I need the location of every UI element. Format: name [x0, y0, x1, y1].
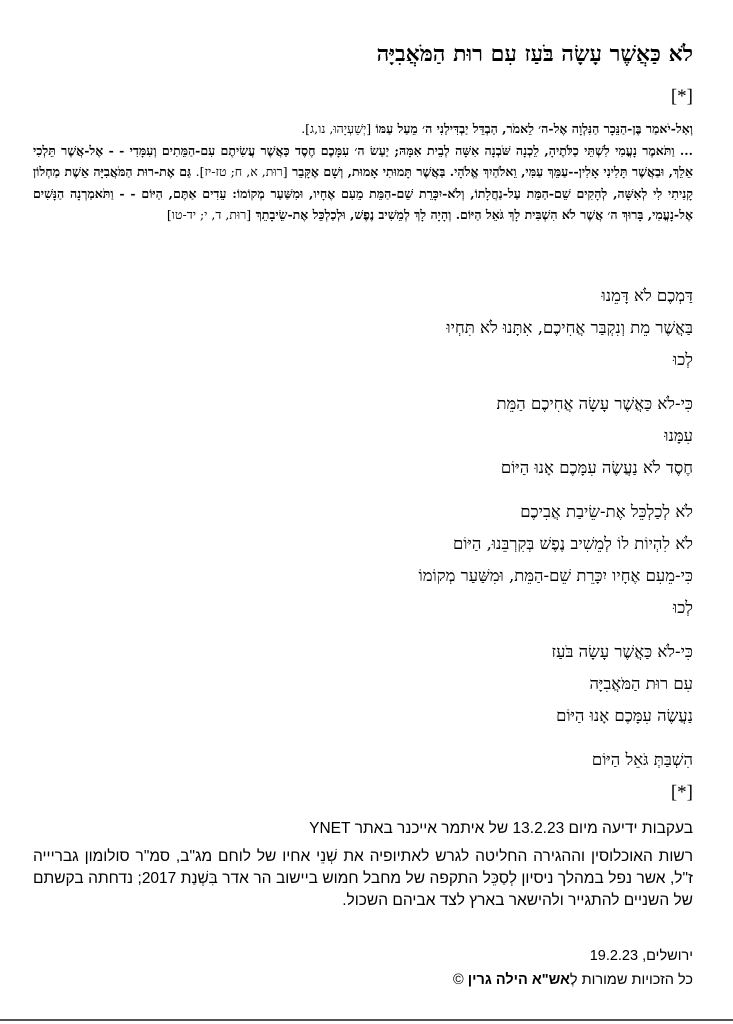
poem-line: הִשְׁבַּתְּ גֹּאֵל הַיּוֹם — [591, 750, 693, 769]
poem-stanza — [33, 388, 693, 484]
poem-stanza — [33, 496, 693, 624]
page-footer — [33, 944, 693, 992]
poem-line: דַּמְכֶם לֹא דָּמֵנוּ — [601, 286, 693, 305]
poem-stanza — [33, 280, 693, 376]
poem-line: כִּי-לֹא כַּאֲשֶׁר עָשָׂה אֲחִיכֶם הַמֵּת — [496, 394, 693, 413]
epigraph — [33, 118, 693, 226]
poem-line: עִמָּנוּ — [664, 426, 693, 445]
bottom-divider — [0, 1019, 733, 1021]
poem-line: לְכוּ — [672, 350, 693, 369]
poem-line: נַעֲשֶׂה עִמָּכֶם אָנוּ הַיּוֹם — [556, 706, 693, 725]
footnote-text — [33, 818, 693, 912]
epigraph-ruth4-source: [רוּת, ד, י; יד-טו] — [166, 207, 252, 222]
poem-title: לֹא כַּאֲשֶׁר עָשָׂה בֹּעַז עִם רוּת הַמֹּאֲבִיָּה — [376, 41, 693, 67]
poem-line: כִּי-לֹא כַּאֲשֶׁר עָשָׂה בֹּעַז — [551, 642, 693, 661]
epigraph-isaiah-source: [יְשַׁעְיָהוּ, נו,ג]. — [301, 121, 372, 136]
epigraph-isaiah-text: וְאַל-יֹאמַר בֶּן-הַנֵּכָר הַנִּלְוָה אֶל-ה׳ לֵאמֹר, הַבְדֵּל יַבְדִּילַנִי ה׳ מֵעַל עַמּוֹ — [375, 121, 693, 136]
author-name: אש"א הילה גרין — [467, 972, 570, 988]
copyright-line — [33, 968, 693, 992]
poem-line: לֹא לִהְיוֹת לוֹ לְמֵשִׁיב נֶפֶשׁ בְּקִרְבֵּנוּ, הַיּוֹם — [452, 534, 693, 553]
epigraph-ruth — [33, 140, 693, 226]
rights-prefix: כל הזכויות שמורות לְ — [569, 972, 693, 988]
poem-stanza — [33, 636, 693, 732]
epigraph-ruth4-text: גַּם אֶת-רוּת הַמֹּאֲבִיָּה אֵשֶׁת מַחְלוֹן קָנִיתִי לִי לְאִשָּׁה, לְהָקִים שֵׁם-הַמֵּת עַל-נַחֲלָתוֹ, וְלֹא-יִכָּרֵת שֵׁם-הַמֵּת מֵעִם אֶחָיו, וּמִשַּׁעַר מְקוֹמוֹ: עֵדִים אַתֶּם, הַיּוֹם - - וַתֹּאמַרְנָה הַנָּשִׁים אֶל-נָעֳמִי, בָּרוּךְ ה׳ אֲשֶׁר לֹא הִשְׁבִּית לָךְ גֹּאֵל הַיּוֹם. וְהָיָה לָךְ לְמֵשִׁיב נֶפֶשׁ, וּלְכַלְכֵּל אֶת-שֵׂיבָתֵךְ — [33, 164, 693, 222]
epigraph-ruth1-source: [רוּת, א, ח; טז-יז]. — [195, 164, 288, 179]
poem-line: בַּאֲשֶׁר מֵת וְנִקְבַּר אֲחִיכֶם, אִתָּנוּ לֹא תִּחְיוּ — [446, 318, 693, 337]
poem-line: עִם רוּת הַמֹּאֲבִיָּה — [589, 674, 693, 693]
epigraph-ruth1-text: ... וַתֹּאמֶר נָעֳמִי לִשְׁתֵּי כַלֹּתֶיהָ, לֵכְנָה שֹּׁבְנָה אִשָּׁה לְבֵית אִמָּהּ; יַעַשׂ ה׳ עִמָּכֶם חֶסֶד כַּאֲשֶׁר עֲשִׂיתֶם עִם-הַמֵּתִים וְעִמָּדִי - - אֶל-אֲשֶׁר תֵּלְכִי אֵלֵךְ, וּבַאֲשֶׁר תָּלִינִי אָלִין--עַמֵּךְ עַמִּי, וֵאלֹהַיִךְ אֱלֹהָי. בַּאֲשֶׁר תָּמוּתִי אָמוּת, וְשָׁם אֶקָּבֵר — [33, 142, 693, 179]
epigraph-isaiah — [33, 118, 693, 140]
footnote-marker-top: [*] — [670, 86, 693, 107]
poem-line: לְכוּ — [672, 598, 693, 617]
copyright-symbol: © — [453, 972, 468, 988]
poem-line: כִּי-מֵעִם אֶחָיו יִכָּרֵת שֵׁם-הַמֵּת, וּמִשַּׁעַר מְקוֹמוֹ — [418, 566, 693, 585]
poem-line: לֹא לְכַלְכֵּל אֶת-שֵׂיבַת אֲבִיכֶם — [520, 502, 693, 521]
poem-body — [33, 280, 693, 788]
date-line: ירושלים, 19.2.23 — [589, 948, 693, 964]
footnote-source-line: בעקבות ידיעה מיום 13.2.23 של איתמר אייכנר באתר YNET — [309, 820, 693, 837]
poem-line: חֶסֶד לֹא נַעֲשֶׂה עִמָּכֶם אָנוּ הַיּוֹם — [500, 458, 693, 477]
poem-stanza — [33, 744, 693, 776]
footnote-marker-bottom: [*] — [670, 782, 693, 803]
footnote-paragraph: רשות האוכלוסין וההגירה החליטה לגרש לאתיופיה את שְׁנֵי אחיו של לוחם מג"ב, סמ"ר סולומון גבריייה ז"ל, אשר נפל במהלך ניסיון לְסַכֵּל התקפה של מחבל חמוש ביישוב הר אדר בִּשְׁנַת 2017; נדחתה בקשתם של השניים להתגייר ולהישאר בארץ לצד אביהם השכול. — [33, 848, 693, 909]
